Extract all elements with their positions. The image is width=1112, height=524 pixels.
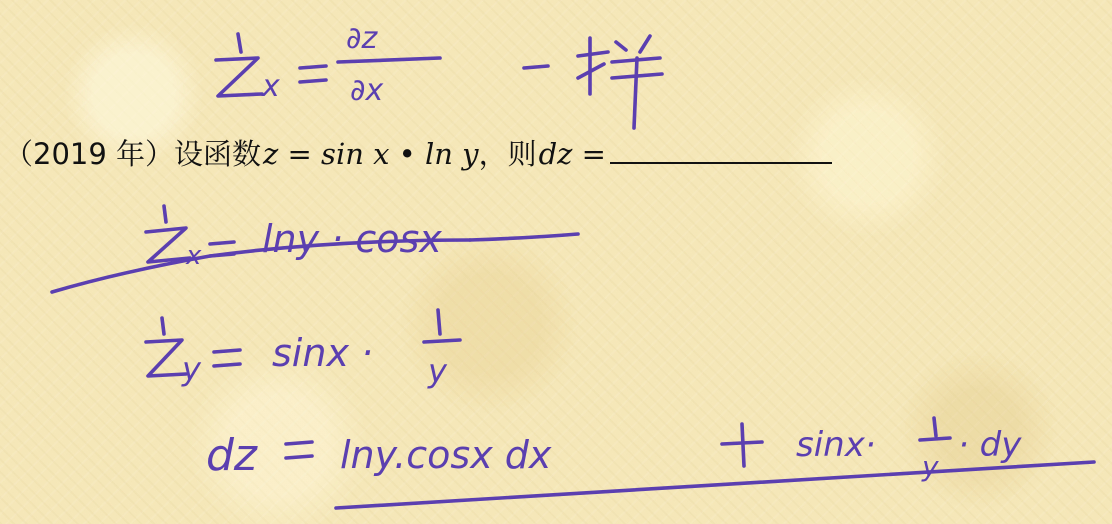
svg-text:x: x (262, 69, 280, 104)
handwritten-step-2 (146, 310, 460, 390)
svg-text:dz: dz (206, 430, 258, 481)
svg-text:sinx ·: sinx · (272, 331, 374, 375)
svg-text:· dy: · dy (958, 425, 1022, 465)
problem-year: （2019 年） (4, 137, 175, 171)
problem-lead-text: 设函数 (174, 137, 262, 171)
svg-text:y: y (922, 450, 939, 483)
svg-text:x: x (186, 241, 202, 271)
svg-text:y: y (428, 352, 447, 390)
problem-expression: z = sin x • ln y (263, 137, 479, 171)
svg-text:y: y (182, 350, 201, 388)
svg-text:sinx·: sinx· (796, 425, 876, 465)
svg-text:∂z: ∂z (346, 21, 378, 56)
handwritten-header-note (216, 21, 662, 128)
answer-lhs: dz = (538, 137, 606, 171)
svg-text:lny.cosx dx: lny.cosx dx (340, 433, 552, 477)
svg-text:lny · cosx: lny · cosx (262, 217, 442, 261)
svg-text:∂x: ∂x (350, 73, 384, 108)
problem-ask-text: ，则 (478, 137, 537, 171)
handwritten-step-1 (146, 206, 578, 271)
